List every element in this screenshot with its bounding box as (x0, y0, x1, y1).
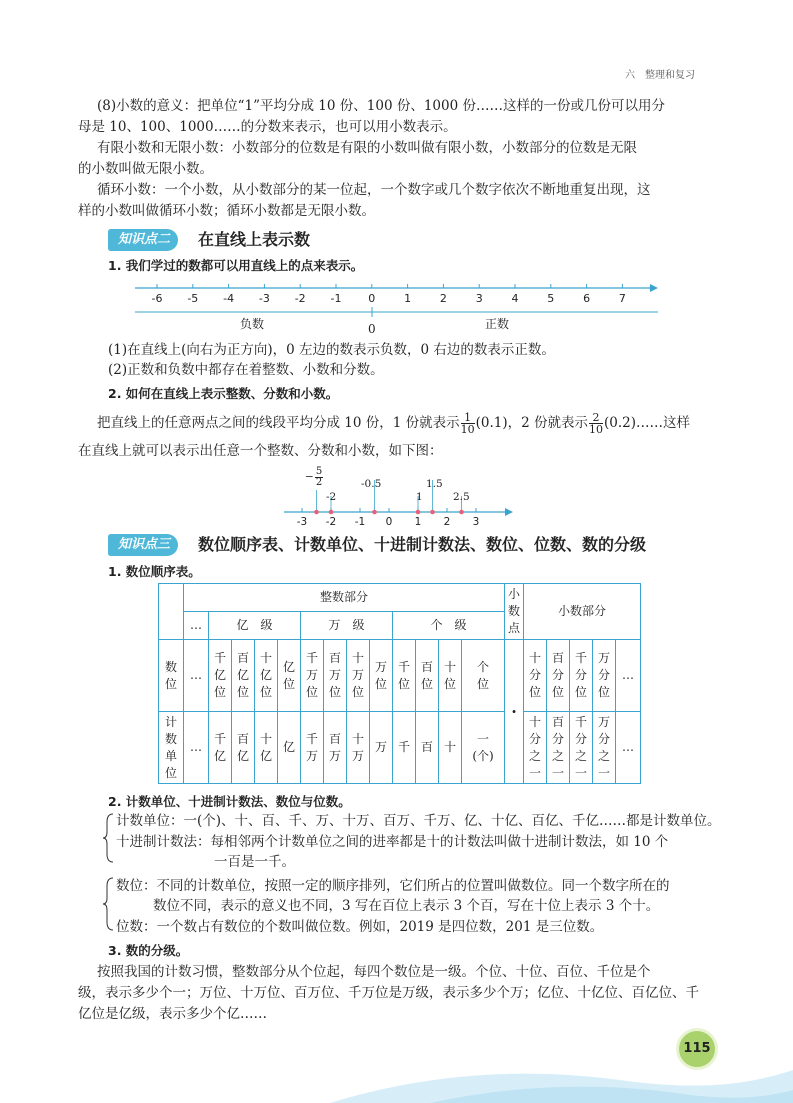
tick-label: -6 (151, 292, 163, 305)
marker-dot (329, 510, 334, 515)
intro-p3-line2: 样的小数叫做循环小数；循环小数都是无限小数。 (78, 203, 375, 219)
k3-digit-place-line1: 数位：不同的计数单位，按照一定的顺序排列，它们所占的位置叫做数位。同一个数字所在的 (116, 878, 670, 894)
marker-dot (372, 510, 377, 515)
k2-sub1: 1. 我们学过的数都可以用直线上的点来表示。 (108, 258, 364, 273)
k3-sub3: 3. 数的分级。 (108, 943, 189, 958)
intro-p1-line1: (8)小数的意义：把单位“1”平均分成 10 份、100 份、1000 份……这样的一份或几份可以用分 (97, 98, 665, 114)
positive-label: 正数 (485, 317, 510, 331)
integer-part-header: 整数部分 (184, 584, 505, 612)
k2-para-line2: 在直线上就可以表示出任意一个整数、分数和小数，如下图： (78, 443, 443, 459)
k3-grouping-line1: 按照我国的计数习惯，整数部分从个位起，每四个数位是一级。个位、十位、百位、千位是个 (97, 964, 651, 980)
tick-label: 1 (404, 292, 412, 305)
intro-p1-line2: 母是 10、100、1000……的分数来表示，也可以用小数表示。 (78, 119, 457, 135)
yi-level: 亿 级 (209, 612, 301, 640)
k2-note2: (2)正数和负数中都存在着整数、小数和分数。 (108, 362, 384, 378)
fraction-one-tenth: $\frac{1}{10}$ (460, 411, 475, 436)
fraction-two-tenths: $\frac{2}{10}$ (589, 411, 604, 436)
brace-2 (103, 876, 115, 932)
tick-label: 0 (368, 292, 376, 305)
decimal-point-header: 小数点 (505, 584, 524, 640)
row-label-digit: 数位 (159, 640, 184, 712)
tick-label: 0 (385, 516, 393, 528)
k3-digit-place-line2: 数位不同，表示的意义也不同，3 写在百位上表示 3 个百，写在十位上表示 3 个十。 (153, 898, 660, 914)
place-value-table: 整数部分 小数点 小数部分 … 亿 级 万 级 个 级 数位 … 千亿位 百亿位 十亿位 亿位 千万位 百万位 十万位 万位 千位 百位 十位 个位 · 十分位 百分位 千分位 万分位 … 计数单位 … 千亿 百亿 十亿 亿 千万 百万 十万 万 千 百 十 一 (个) 十分之一 百分之一 千分之一 万分之一 … (158, 583, 641, 784)
k2-para-line1: 把直线上的任意两点之间的线段平均分成 10 份，1 份就表示 $\frac{1}{10}$ (0.1)，2 份就表示 $\frac{2}{10}$ (0.2)……这样 (97, 411, 691, 436)
k3-title: 数位顺序表、计数单位、十进制计数法、数位、位数、数的分级 (198, 535, 647, 554)
tick-label: 3 (472, 516, 480, 528)
tick-label: 5 (547, 292, 555, 305)
running-header: 六 整理和复习 (625, 70, 695, 81)
tick-label: -1 (354, 516, 366, 528)
decimal-point: · (505, 640, 524, 784)
marker-one-point-five: 1.5 (426, 478, 443, 490)
wan-level: 万 级 (301, 612, 393, 640)
marker-dot (459, 510, 464, 515)
negative-label: 负数 (240, 317, 265, 331)
k3-grouping-line2: 级，表示多少个一；万位、十万位、百万位、千万位是万级，表示多少个万；亿位、十亿位、百亿位、千 (78, 985, 699, 1001)
zero-label: 0 (368, 322, 376, 336)
tick-label: 7 (618, 292, 626, 305)
decorative-wave (0, 1040, 793, 1103)
tick-label: -3 (296, 516, 308, 528)
marker-one: 1 (416, 491, 423, 503)
marker-minus-five-halves: − $\frac{5}{2}$ (305, 466, 323, 488)
tick-label: -3 (258, 292, 270, 305)
tick-label: -2 (325, 516, 337, 528)
k3-sub2: 2. 计数单位、十进制计数法、数位与位数。 (108, 794, 351, 809)
row-label-unit: 计数单位 (159, 712, 184, 784)
k3-grouping-line3: 亿位是亿级，表示多少个亿…… (78, 1006, 267, 1022)
marker-dot (416, 510, 421, 515)
k2-note1: (1)在直线上(向右为正方向)，0 左边的数表示负数，0 右边的数表示正数。 (108, 342, 555, 358)
marker-dot (314, 510, 319, 515)
tick-label: -2 (294, 292, 306, 305)
brace-1 (103, 812, 115, 864)
k2-badge: 知识点二 (108, 229, 178, 251)
tick-label: 6 (583, 292, 591, 305)
tick-label: 3 (475, 292, 483, 305)
intro-p2-line2: 的小数叫做无限小数。 (78, 161, 213, 177)
marker-minus-half: -0.5 (361, 478, 382, 490)
k3-sub1: 1. 数位顺序表。 (108, 564, 201, 579)
k2-sub2: 2. 如何在直线上表示整数、分数和小数。 (108, 386, 339, 401)
page-number: 115 (676, 1028, 718, 1070)
k3-decimal-system-line1: 十进制计数法：每相邻两个计数单位之间的进率都是十的计数法叫做十进制计数法，如 10 个 (116, 834, 669, 850)
marker-minus-two: -2 (326, 491, 337, 503)
tick-label: 4 (511, 292, 519, 305)
k3-counting-unit: 计数单位：一(个)、十、百、千、万、十万、百万、千万、亿、十亿、百亿、千亿……都是计数单位。 (116, 813, 721, 829)
decimal-part-header: 小数部分 (524, 584, 641, 640)
intro-p2-line1: 有限小数和无限小数：小数部分的位数是有限的小数叫做有限小数，小数部分的位数是无限 (97, 140, 637, 156)
k3-badge: 知识点三 (108, 534, 178, 556)
number-line (130, 276, 670, 336)
tick-label: 1 (414, 516, 422, 528)
marker-two-point-five: 2.5 (453, 491, 470, 503)
marker-dot (430, 510, 435, 515)
k2-title: 在直线上表示数 (198, 230, 311, 249)
tick-label: -5 (187, 292, 199, 305)
ge-level: 个 级 (393, 612, 505, 640)
intro-p3-line1: 循环小数：一个小数，从小数部分的某一位起，一个数字或几个数字依次不断地重复出现，这 (97, 182, 651, 198)
k3-digit-count: 位数：一个数占有数位的个数叫做位数。例如，2019 是四位数，201 是三位数。 (116, 919, 604, 935)
tick-label: -4 (223, 292, 235, 305)
tick-label: 2 (443, 516, 451, 528)
tick-label: -1 (330, 292, 342, 305)
tick-label: 2 (439, 292, 447, 305)
k3-decimal-system-line2: 一百是一千。 (214, 854, 295, 870)
